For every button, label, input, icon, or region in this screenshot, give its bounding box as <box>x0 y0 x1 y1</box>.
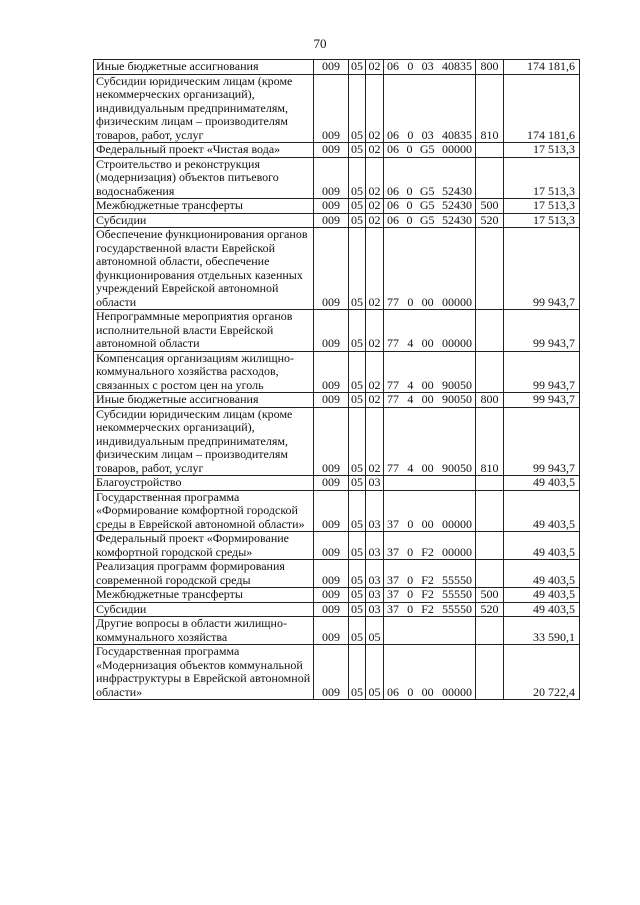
amount: 49 403,5 <box>504 532 580 560</box>
subprogram-code: 0 <box>406 198 413 212</box>
row-name: Благоустройство <box>94 476 314 491</box>
ved-code: 009 <box>314 213 349 228</box>
target-article-code <box>384 532 476 560</box>
target-article-code <box>384 199 476 214</box>
event-code: 00 <box>421 377 434 392</box>
target-article-code <box>384 617 476 645</box>
razdel-code: 05 <box>349 199 366 214</box>
expense-type-code <box>476 351 504 393</box>
razdel-code: 05 <box>349 588 366 603</box>
podrazdel-code: 03 <box>366 476 384 491</box>
amount: 49 403,5 <box>504 588 580 603</box>
program-code: 77 <box>387 377 399 392</box>
event-code: 00 <box>421 516 434 531</box>
direction-code: 52430 <box>441 183 472 198</box>
podrazdel-code: 03 <box>366 532 384 560</box>
event-code: F2 <box>421 572 434 587</box>
table-row <box>94 602 580 617</box>
table-row <box>94 588 580 603</box>
event-code: 00 <box>421 460 434 475</box>
row-name: Строительство и реконструкция (модернизация) объектов питьевого водоснабжения <box>94 157 314 199</box>
razdel-code: 05 <box>349 228 366 310</box>
podrazdel-code: 02 <box>366 351 384 393</box>
amount: 17 513,3 <box>504 199 580 214</box>
row-name: Иные бюджетные ассигнования <box>94 393 314 408</box>
amount: 99 943,7 <box>504 393 580 408</box>
row-name: Федеральный проект «Формирование комфортной городской среды» <box>94 532 314 560</box>
table-row <box>94 213 580 228</box>
subprogram-code: 0 <box>407 601 414 616</box>
subprogram-code: 0 <box>407 127 414 142</box>
expense-type-code <box>476 228 504 310</box>
ved-code: 009 <box>314 645 349 700</box>
row-name: Непрограммные мероприятия органов исполнительной власти Еврейской автономной области <box>94 310 314 352</box>
expense-type-code: 810 <box>476 407 504 476</box>
amount: 99 943,7 <box>504 351 580 393</box>
table-row <box>94 407 580 476</box>
table-row <box>94 645 580 700</box>
podrazdel-code: 05 <box>366 617 384 645</box>
program-code: 37 <box>387 587 399 601</box>
expense-type-code: 500 <box>476 588 504 603</box>
event-code: 00 <box>421 336 434 350</box>
ved-code: 009 <box>314 588 349 603</box>
ved-code: 009 <box>314 560 349 588</box>
row-name: Федеральный проект «Чистая вода» <box>94 143 314 158</box>
podrazdel-code: 02 <box>366 143 384 158</box>
direction-code: 00000 <box>441 544 472 559</box>
direction-code: 90050 <box>441 460 472 475</box>
subprogram-code: 0 <box>406 142 413 156</box>
amount: 174 181,6 <box>504 60 580 75</box>
event-code: G5 <box>419 142 435 156</box>
target-article-code <box>384 560 476 588</box>
subprogram-code: 0 <box>407 294 414 309</box>
amount: 99 943,7 <box>504 228 580 310</box>
podrazdel-code: 02 <box>366 199 384 214</box>
row-name: Межбюджетные трансферты <box>94 588 314 603</box>
podrazdel-code: 02 <box>366 393 384 408</box>
table-row <box>94 393 580 408</box>
ved-code: 009 <box>314 157 349 199</box>
event-code: 00 <box>421 392 434 406</box>
podrazdel-code: 03 <box>366 602 384 617</box>
razdel-code: 05 <box>349 74 366 143</box>
event-code: 03 <box>421 127 434 142</box>
program-code: 37 <box>387 544 399 559</box>
program-code: 06 <box>387 142 399 156</box>
amount: 174 181,6 <box>504 74 580 143</box>
subprogram-code: 4 <box>407 377 414 392</box>
razdel-code: 05 <box>349 476 366 491</box>
table-row <box>94 351 580 393</box>
table-row <box>94 310 580 352</box>
podrazdel-code: 02 <box>366 213 384 228</box>
razdel-code: 05 <box>349 310 366 352</box>
expense-type-code: 520 <box>476 213 504 228</box>
subprogram-code: 0 <box>407 544 414 559</box>
event-code: F2 <box>421 544 434 559</box>
target-article-code <box>384 645 476 700</box>
program-code: 37 <box>387 572 399 587</box>
target-article-code <box>384 602 476 617</box>
expense-type-code: 800 <box>476 393 504 408</box>
target-article-code <box>384 213 476 228</box>
expense-type-code <box>476 532 504 560</box>
table-row <box>94 228 580 310</box>
target-article-code <box>384 74 476 143</box>
row-name: Обеспечение функционирования органов государственной власти Еврейской автономной области, обеспечение функционирования отдельных казенных учреждений Еврейской автономной области <box>94 228 314 310</box>
page-number: 70 <box>313 36 327 51</box>
expense-type-code: 810 <box>476 74 504 143</box>
amount: 49 403,5 <box>504 560 580 588</box>
podrazdel-code: 02 <box>366 60 384 75</box>
direction-code: 40835 <box>441 127 472 142</box>
table-row <box>94 476 580 491</box>
ved-code: 009 <box>314 393 349 408</box>
expense-type-code <box>476 310 504 352</box>
direction-code: 40835 <box>441 59 472 73</box>
target-article-code <box>384 60 476 75</box>
podrazdel-code: 02 <box>366 157 384 199</box>
direction-code: 00000 <box>441 294 472 309</box>
target-article-code <box>384 588 476 603</box>
direction-code: 90050 <box>441 392 472 406</box>
target-article-code <box>384 393 476 408</box>
razdel-code: 05 <box>349 60 366 75</box>
program-code: 77 <box>387 294 399 309</box>
expense-type-code <box>476 617 504 645</box>
program-code: 06 <box>387 127 399 142</box>
razdel-code: 05 <box>349 157 366 199</box>
program-code: 06 <box>387 684 399 699</box>
target-article-code <box>384 157 476 199</box>
target-article-code <box>384 310 476 352</box>
amount: 33 590,1 <box>504 617 580 645</box>
subprogram-code: 0 <box>407 684 414 699</box>
podrazdel-code: 02 <box>366 74 384 143</box>
row-name: Межбюджетные трансферты <box>94 199 314 214</box>
direction-code: 00000 <box>441 684 472 699</box>
program-code: 06 <box>387 59 399 73</box>
ved-code: 009 <box>314 351 349 393</box>
razdel-code: 05 <box>349 143 366 158</box>
expense-type-code: 800 <box>476 60 504 75</box>
expense-type-code <box>476 490 504 532</box>
table-row <box>94 199 580 214</box>
podrazdel-code: 03 <box>366 490 384 532</box>
table-row <box>94 157 580 199</box>
program-code: 37 <box>387 516 399 531</box>
amount: 99 943,7 <box>504 310 580 352</box>
program-code: 06 <box>387 183 399 198</box>
table-row <box>94 74 580 143</box>
ved-code: 009 <box>314 199 349 214</box>
subprogram-code: 0 <box>406 183 413 198</box>
target-article-code <box>384 143 476 158</box>
program-code: 77 <box>387 336 399 350</box>
razdel-code: 05 <box>349 602 366 617</box>
ved-code: 009 <box>314 602 349 617</box>
direction-code: 00000 <box>441 336 472 350</box>
podrazdel-code: 02 <box>366 310 384 352</box>
ved-code: 009 <box>314 476 349 491</box>
target-article-code <box>384 407 476 476</box>
razdel-code: 05 <box>349 617 366 645</box>
expense-type-code: 500 <box>476 199 504 214</box>
direction-code: 55550 <box>441 601 472 616</box>
row-name: Государственная программа «Формирование комфортной городской среды в Еврейской автономной области» <box>94 490 314 532</box>
razdel-code: 05 <box>349 532 366 560</box>
table-row <box>94 60 580 75</box>
event-code: G5 <box>419 212 435 227</box>
amount: 49 403,5 <box>504 490 580 532</box>
program-code: 77 <box>387 392 399 406</box>
event-code: 03 <box>421 59 434 73</box>
amount: 17 513,3 <box>504 157 580 199</box>
target-article-code <box>384 490 476 532</box>
subprogram-code: 4 <box>407 392 414 406</box>
amount: 17 513,3 <box>504 143 580 158</box>
expense-type-code <box>476 476 504 491</box>
razdel-code: 05 <box>349 213 366 228</box>
expense-type-code <box>476 157 504 199</box>
ved-code: 009 <box>314 310 349 352</box>
event-code: F2 <box>421 601 434 616</box>
podrazdel-code: 02 <box>366 407 384 476</box>
row-name: Субсидии юридическим лицам (кроме некоммерческих организаций), индивидуальным предпринимателям, физическим лицам – производителям товаров, работ, услуг <box>94 407 314 476</box>
amount: 49 403,5 <box>504 602 580 617</box>
target-article-code <box>384 228 476 310</box>
row-name: Субсидии <box>94 213 314 228</box>
direction-code: 55550 <box>441 587 472 601</box>
row-name: Компенсация организациям жилищно-коммунального хозяйства расходов, связанных с ростом цен на уголь <box>94 351 314 393</box>
direction-code: 55550 <box>441 572 472 587</box>
budget-table <box>93 59 580 700</box>
subprogram-code: 0 <box>407 516 414 531</box>
ved-code: 009 <box>314 490 349 532</box>
table-row <box>94 617 580 645</box>
razdel-code: 05 <box>349 407 366 476</box>
ved-code: 009 <box>314 143 349 158</box>
table-row <box>94 490 580 532</box>
razdel-code: 05 <box>349 490 366 532</box>
table-row <box>94 143 580 158</box>
amount: 20 722,4 <box>504 645 580 700</box>
row-name: Реализация программ формирования современной городской среды <box>94 560 314 588</box>
podrazdel-code: 05 <box>366 645 384 700</box>
expense-type-code <box>476 645 504 700</box>
program-code: 06 <box>387 198 399 212</box>
direction-code: 90050 <box>441 377 472 392</box>
program-code: 77 <box>387 460 399 475</box>
program-code: 37 <box>387 601 399 616</box>
row-name: Другие вопросы в области жилищно-коммунального хозяйства <box>94 617 314 645</box>
amount: 99 943,7 <box>504 407 580 476</box>
amount: 17 513,3 <box>504 213 580 228</box>
subprogram-code: 0 <box>406 212 413 227</box>
row-name: Субсидии юридическим лицам (кроме некоммерческих организаций), индивидуальным предпринимателям, физическим лицам – производителям товаров, работ, услуг <box>94 74 314 143</box>
ved-code: 009 <box>314 532 349 560</box>
ved-code: 009 <box>314 74 349 143</box>
event-code: 00 <box>421 684 434 699</box>
target-article-code <box>384 476 476 491</box>
podrazdel-code: 02 <box>366 228 384 310</box>
expense-type-code: 520 <box>476 602 504 617</box>
direction-code: 52430 <box>441 212 472 227</box>
table-row <box>94 560 580 588</box>
subprogram-code: 4 <box>407 460 414 475</box>
expense-type-code <box>476 560 504 588</box>
ved-code: 009 <box>314 617 349 645</box>
program-code: 06 <box>387 212 399 227</box>
event-code: G5 <box>419 183 435 198</box>
podrazdel-code: 03 <box>366 560 384 588</box>
razdel-code: 05 <box>349 393 366 408</box>
subprogram-code: 0 <box>407 572 414 587</box>
podrazdel-code: 03 <box>366 588 384 603</box>
event-code: F2 <box>421 587 434 601</box>
razdel-code: 05 <box>349 351 366 393</box>
direction-code: 52430 <box>441 198 472 212</box>
subprogram-code: 0 <box>407 587 414 601</box>
event-code: 00 <box>421 294 434 309</box>
ved-code: 009 <box>314 228 349 310</box>
row-name: Иные бюджетные ассигнования <box>94 60 314 75</box>
ved-code: 009 <box>314 60 349 75</box>
razdel-code: 05 <box>349 560 366 588</box>
event-code: G5 <box>419 198 435 212</box>
row-name: Субсидии <box>94 602 314 617</box>
razdel-code: 05 <box>349 645 366 700</box>
ved-code: 009 <box>314 407 349 476</box>
amount: 49 403,5 <box>504 476 580 491</box>
table-row <box>94 532 580 560</box>
expense-type-code <box>476 143 504 158</box>
row-name: Государственная программа «Модернизация объектов коммунальной инфраструктуры в Еврейской автономной области» <box>94 645 314 700</box>
subprogram-code: 0 <box>407 59 414 73</box>
direction-code: 00000 <box>441 516 472 531</box>
direction-code: 00000 <box>441 142 472 156</box>
subprogram-code: 4 <box>407 336 414 350</box>
target-article-code <box>384 351 476 393</box>
